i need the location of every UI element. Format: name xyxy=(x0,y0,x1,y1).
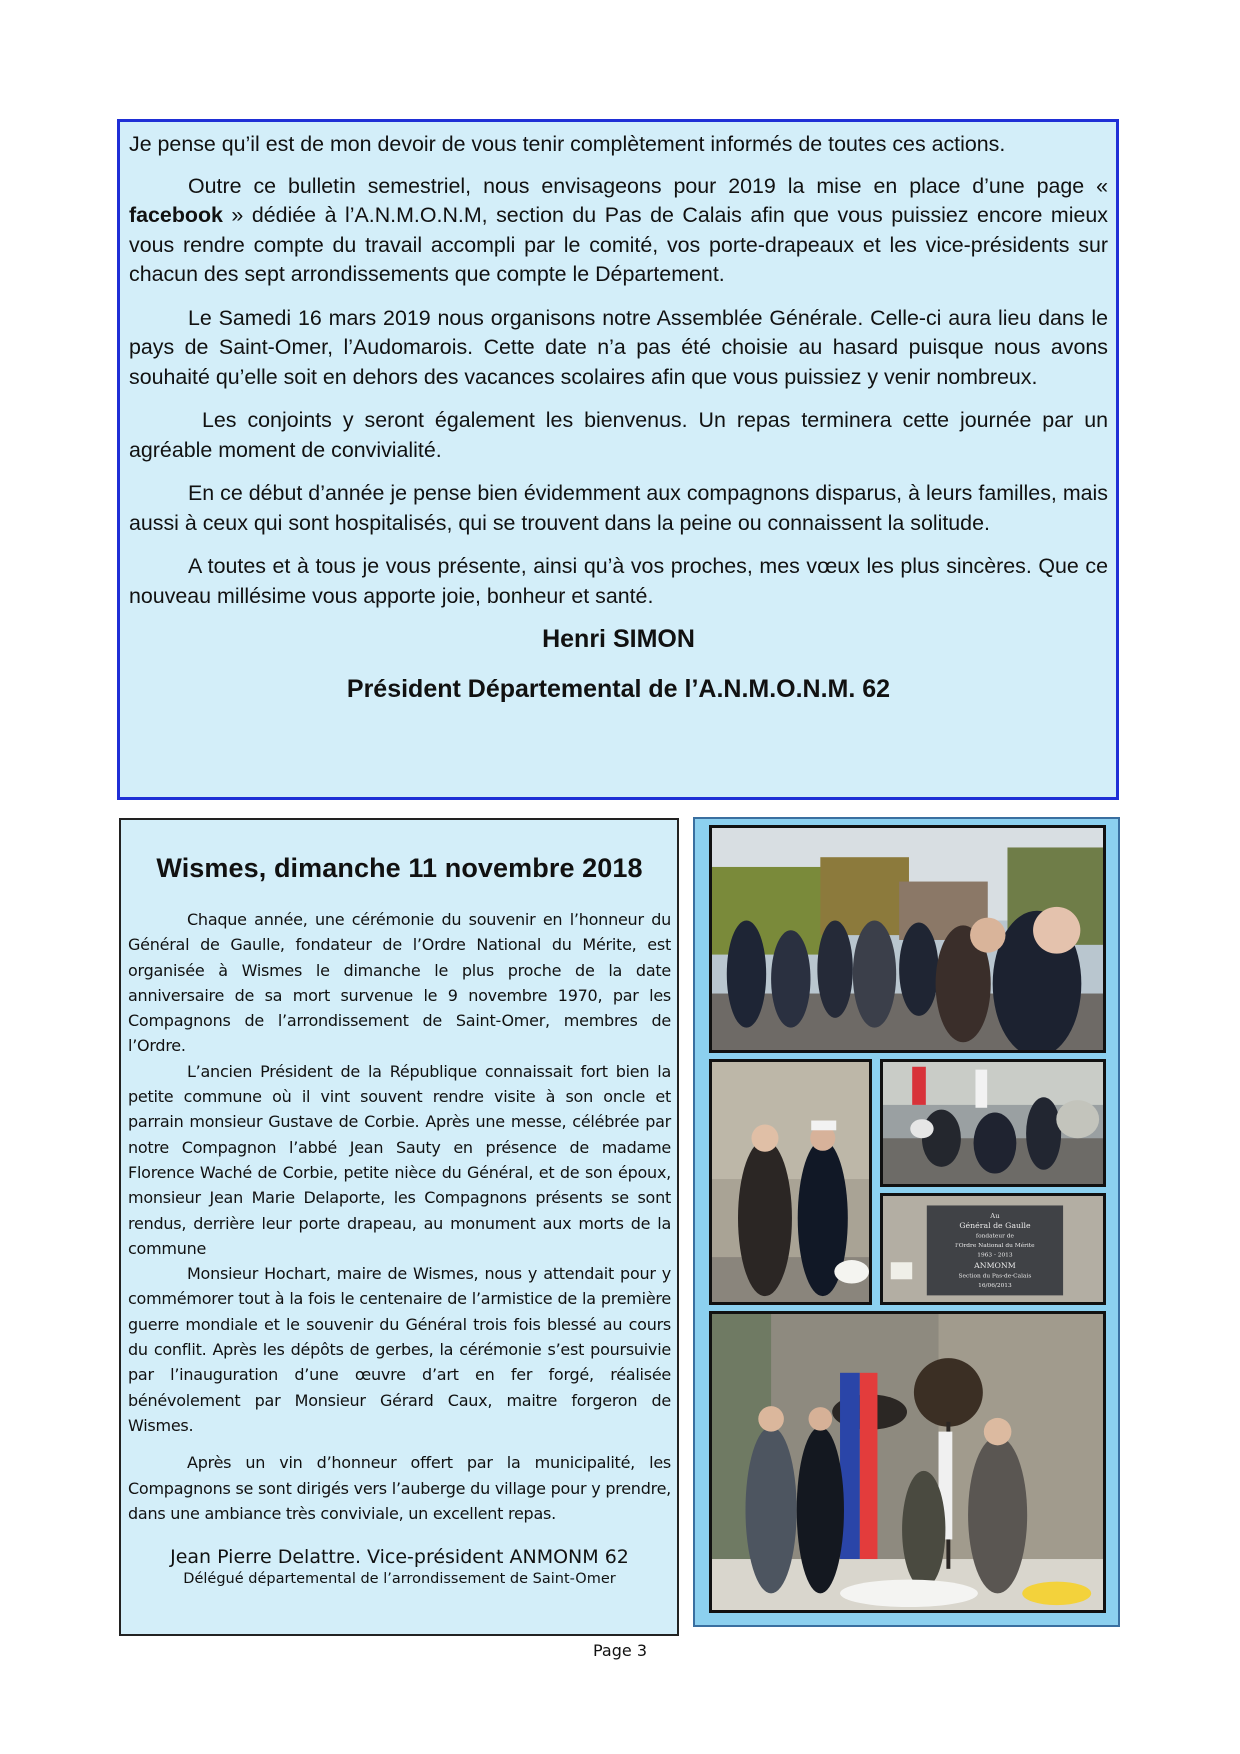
photo-wreath-laying xyxy=(880,1059,1106,1187)
page-number: Page 3 xyxy=(593,1641,647,1660)
article-author: Jean Pierre Delattre. Vice-président ANMONM 62 xyxy=(170,1546,629,1569)
message-paragraph-6: A toutes et à tous je vous présente, ainsi qu’à vos proches, mes vœux les plus sincères. Que ce nouveau millésime vous apporte joie, bonheur et santé. xyxy=(129,554,1108,608)
message-p2-end: » dédiée à l’A.N.M.O.N.M, section du Pas de Calais afin que vous puissiez encore mieux vous rendre compte du travail accompli par le comité, vos porte-drapeaux et les vice-présidents sur chacun des sept arrondissements que compte le Département. xyxy=(129,203,1108,286)
article-paragraph-1: Chaque année, une cérémonie du souvenir en l’honneur du Général de Gaulle, fondateur de l’Ordre National du Mérite, est organisée à Wismes le dimanche le plus proche de la date anniversaire de sa mort survenue le 9 novembre 1970, par les Compagnons de l’arrondissement de Saint-Omer, membres de l’Ordre. xyxy=(128,910,671,1056)
message-paragraph-3: Le Samedi 16 mars 2019 nous organisons notre Assemblée Générale. Celle-ci aura lieu dans le pays de Saint-Omer, l’Audomarois. Cette date n’a pas été choisie au hasard puisque nous avons souhaité qu’elle soit en dehors des vacances scolaires afin que vous puissiez y venir nombreux. xyxy=(129,305,1108,389)
plaque-text-8: 16/06/2013 xyxy=(978,1282,1012,1289)
plaque-text-3: fondateur de xyxy=(975,1233,1014,1240)
article-box xyxy=(119,818,679,1636)
article-author-role: Délégué départemental de l’arrondissement de Saint-Omer xyxy=(183,1571,616,1588)
signature-name: Henri SIMON xyxy=(542,625,695,653)
article-body xyxy=(128,907,671,1526)
plaque-text-1: Au xyxy=(990,1211,1000,1220)
message-paragraph-1: Je pense qu’il est de mon devoir de vous tenir complètement informés de toutes ces actions. xyxy=(129,132,1006,156)
president-message-box xyxy=(117,119,1119,800)
signature-title: Président Départemental de l’A.N.M.O.N.M. 62 xyxy=(346,674,891,703)
message-paragraph-2 xyxy=(129,172,1108,290)
article-paragraph-3: Monsieur Hochart, maire de Wismes, nous y attendait pour y commémorer tout à la fois le centenaire de l’armistice de la première guerre mondiale et le souvenir du Général trois fois blessé au cours du conflit. Après les dépôts de gerbes, la cérémonie s’est poursuivie par l’inauguration d’une œuvre d’art en fer forgé, réalisée bénévolement par Monsieur Gérard Caux, maitre forgeron de Wismes. xyxy=(128,1264,671,1435)
message-p2-start: Outre ce bulletin semestriel, nous envisageons pour 2019 la mise en place d’une page « xyxy=(188,173,1108,198)
facebook-word: facebook xyxy=(129,203,223,227)
photo-guests-couple xyxy=(709,1059,872,1305)
photo-ceremony-crowd xyxy=(709,825,1106,1053)
photo-flag-bearers-ironwork xyxy=(709,1311,1106,1613)
message-paragraph-4: Les conjoints y seront également les bienvenus. Un repas terminera cette journée par un agréable moment de convivialité. xyxy=(129,408,1108,462)
message-paragraph-5: En ce début d’année je pense bien évidemment aux compagnons disparus, à leurs familles, mais aussi à ceux qui sont hospitalisés, qui se trouvent dans la peine ou connaissent la solitude. xyxy=(129,481,1108,535)
plaque-text-6: ANMONM xyxy=(974,1261,1016,1270)
photo-panel xyxy=(693,817,1120,1627)
plaque-text-4: l'Ordre National du Mérite xyxy=(955,1243,1035,1250)
article-paragraph-2: L’ancien Président de la République connaissait fort bien la petite commune où il vint souvent rendre visite à son oncle et parrain monsieur Gustave de Corbie. Après une messe, célébrée par notre Compagnon l’abbé Jean Sauty en présence de madame Florence Waché de Corbie, petite nièce du Général, et de son époux, monsieur Jean Marie Delaporte, les Compagnons présents se sont rendus, derrière leur porte drapeau, au monument aux morts de la commune xyxy=(128,1061,671,1258)
article-paragraph-4: Après un vin d’honneur offert par la municipalité, les Compagnons se sont dirigés vers l’auberge du village pour y prendre, dans une ambiance très conviviale, un excellent repas. xyxy=(128,1453,671,1523)
plaque-text-5: 1963 - 2013 xyxy=(977,1252,1013,1259)
photo-commemorative-plaque xyxy=(880,1193,1106,1305)
plaque-text-7: Section du Pas-de-Calais xyxy=(958,1273,1032,1280)
plaque-text-2: Général de Gaulle xyxy=(959,1221,1031,1231)
article-title: Wismes, dimanche 11 novembre 2018 xyxy=(156,853,643,883)
